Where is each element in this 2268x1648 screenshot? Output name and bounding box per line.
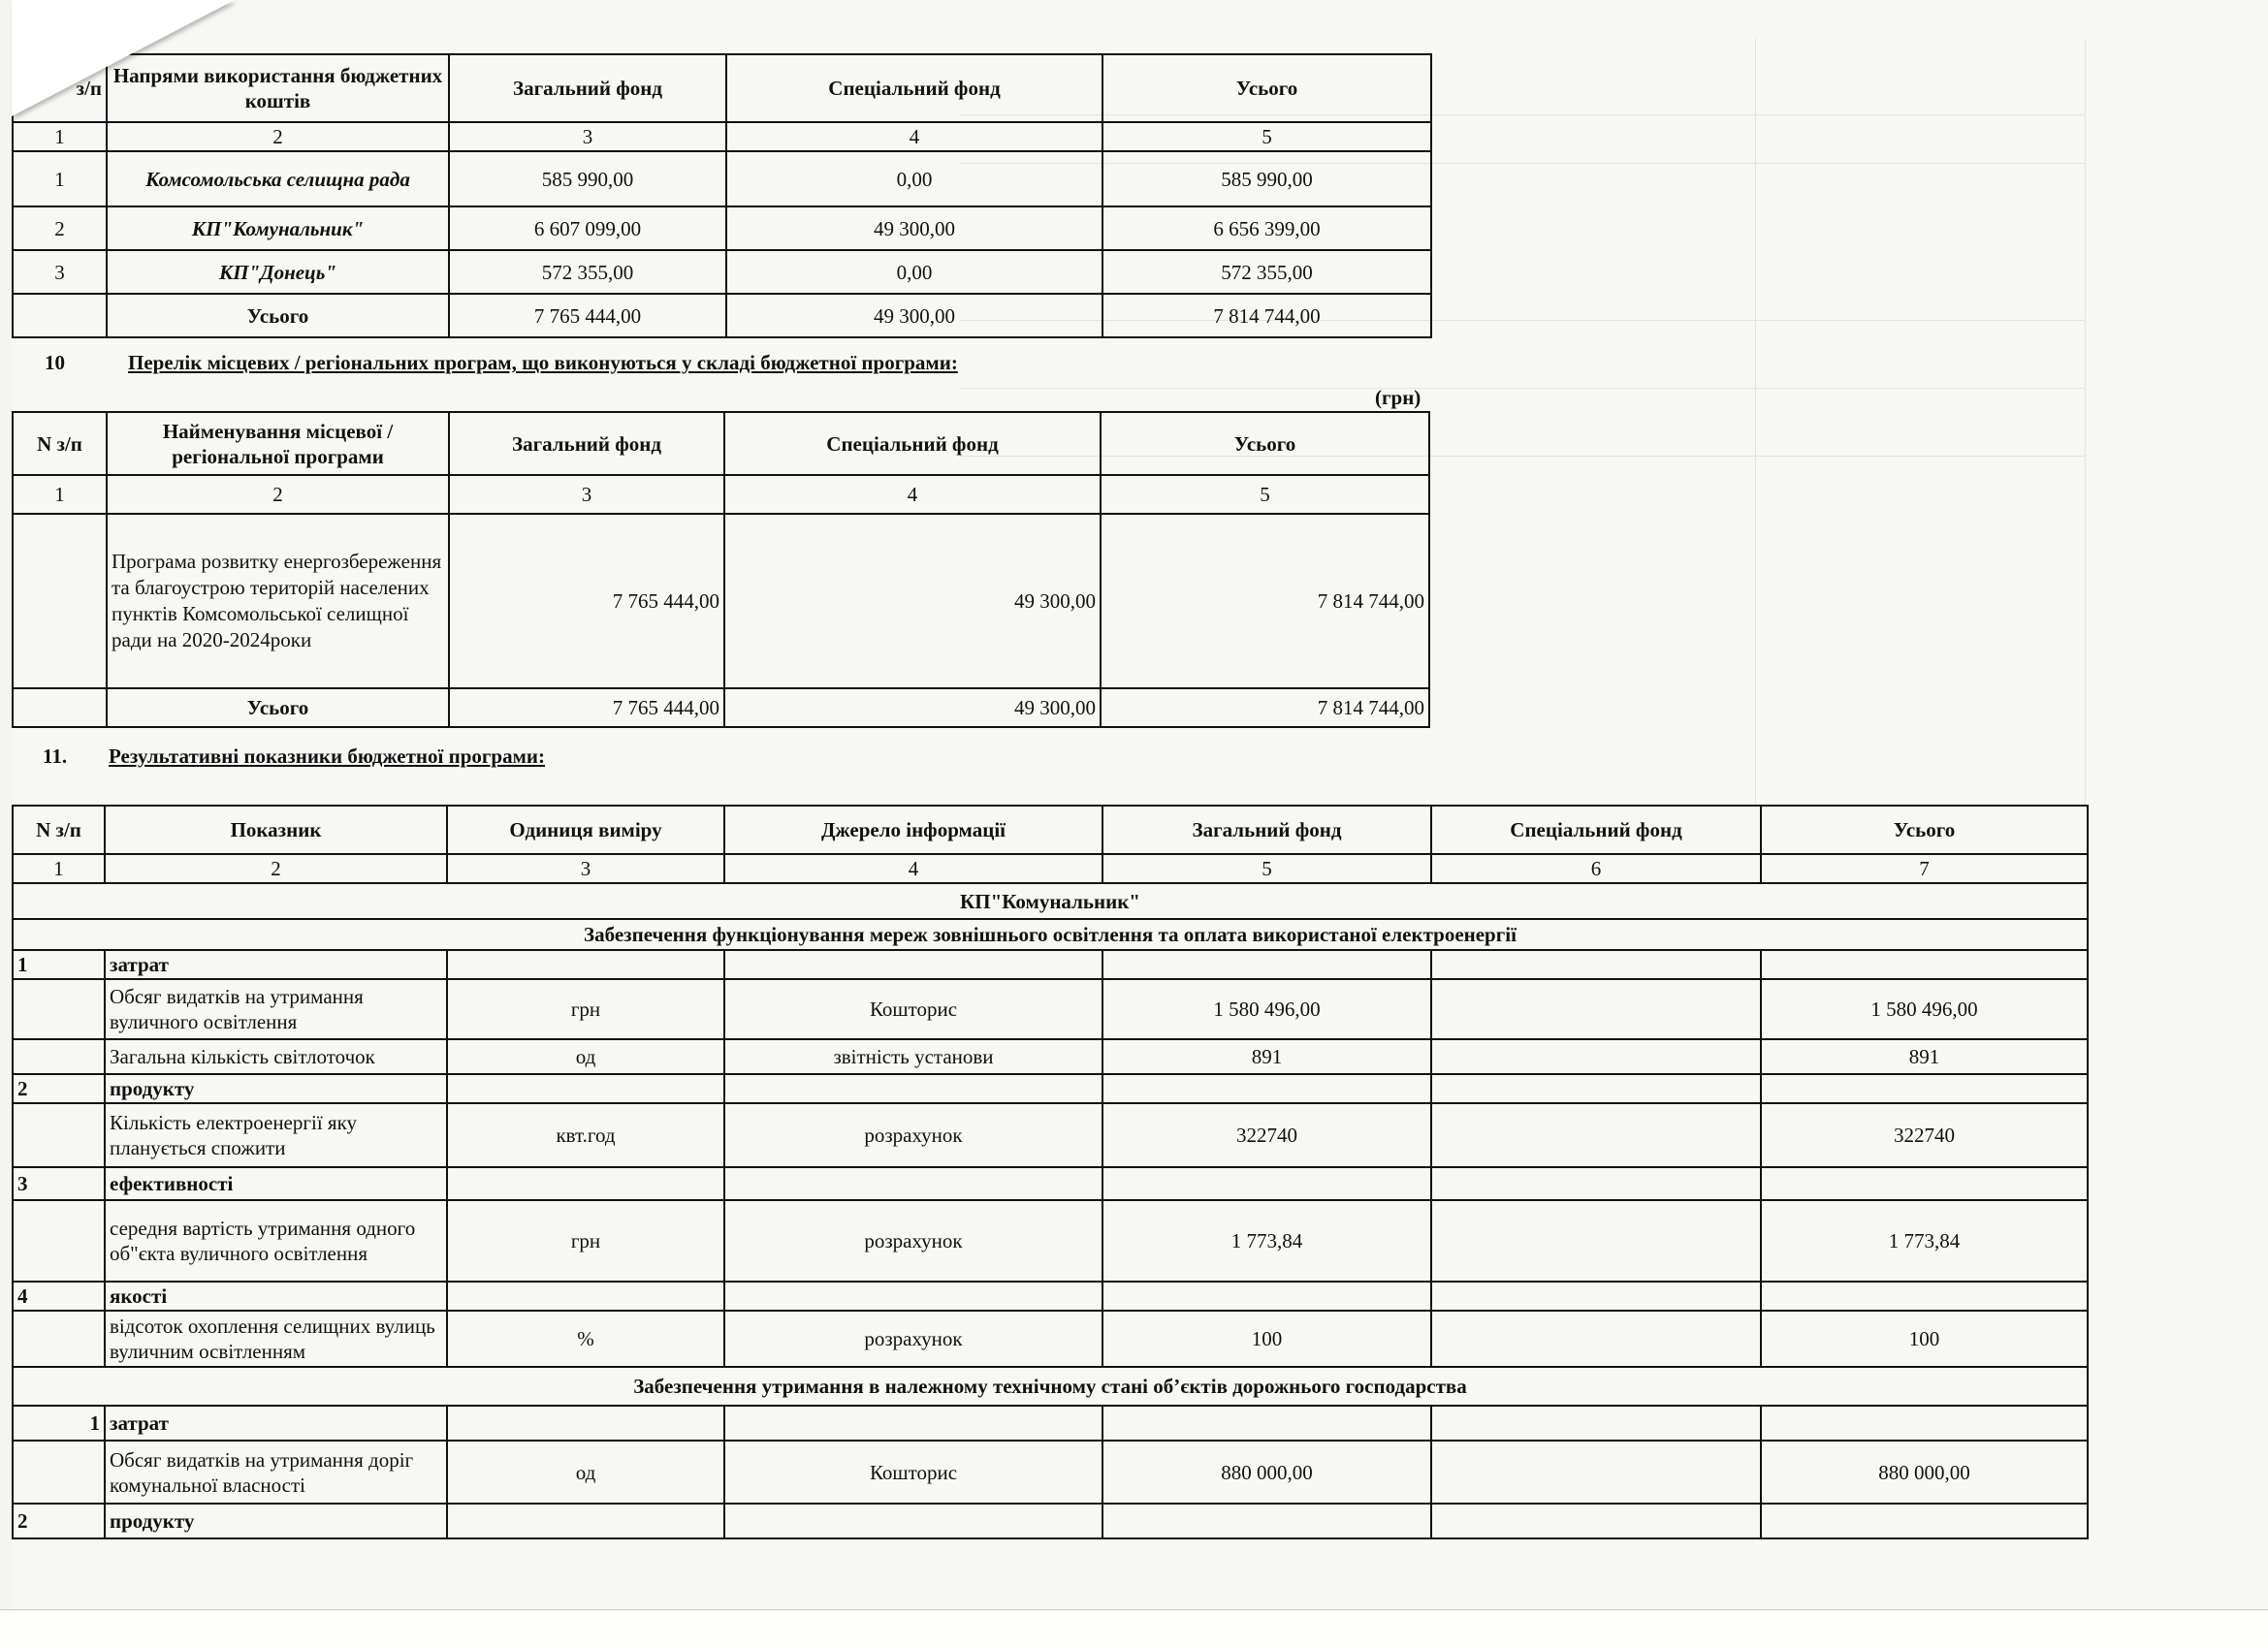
table-row — [13, 1441, 2088, 1504]
column-number: 7 — [1761, 854, 2088, 883]
header-cell: Усього — [1761, 806, 2088, 854]
indicator-name: Кількість електроенергії яку планується спожити — [105, 1103, 447, 1167]
column-number: 3 — [449, 122, 726, 151]
table-row — [13, 206, 1431, 250]
empty-cell — [447, 1504, 724, 1538]
column-number: 1 — [13, 122, 107, 151]
indicator-name: Загальна кількість світлоточок — [105, 1039, 447, 1074]
column-number-row — [13, 122, 1431, 151]
table-row — [13, 1039, 2088, 1074]
unit-label: (грн) — [1375, 386, 1421, 409]
empty-cell — [13, 688, 107, 727]
header-cell: Усього — [1102, 54, 1431, 122]
empty-cell — [1761, 1504, 2088, 1538]
bleed-through-line — [1755, 39, 1756, 805]
indicator-source: звітність установи — [724, 1039, 1102, 1074]
indicator-unit: грн — [447, 979, 724, 1039]
header-cell: N з/п — [13, 806, 105, 854]
special-fund — [1431, 1311, 1761, 1367]
empty-cell — [724, 1406, 1102, 1441]
header-cell: Загальний фонд — [449, 54, 726, 122]
empty-cell — [1102, 1167, 1431, 1200]
empty-cell — [1431, 1406, 1761, 1441]
header-cell: Показник — [105, 806, 447, 854]
column-number-row — [13, 854, 2088, 883]
column-number: 3 — [447, 854, 724, 883]
special-fund — [1431, 979, 1761, 1039]
row-number: 2 — [13, 206, 107, 250]
column-number: 2 — [105, 854, 447, 883]
section-number: 11. — [43, 745, 68, 768]
column-number: 3 — [449, 475, 724, 514]
direction-name: Комсомольська селищна рада — [107, 151, 449, 206]
empty-cell — [447, 1167, 724, 1200]
general-fund: 1 580 496,00 — [1102, 979, 1431, 1039]
empty-cell — [1761, 1406, 2088, 1441]
total: 1 580 496,00 — [1761, 979, 2088, 1039]
empty-cell — [13, 1441, 105, 1504]
group-number: 1 — [13, 1406, 105, 1441]
empty-cell — [447, 950, 724, 979]
table-row — [13, 151, 1431, 206]
column-number: 4 — [726, 122, 1102, 151]
empty-cell — [13, 1103, 105, 1167]
empty-cell — [724, 1074, 1102, 1103]
empty-cell — [724, 950, 1102, 979]
header-cell: Спеціальний фонд — [724, 412, 1101, 475]
group-label: затрат — [105, 950, 447, 979]
table-row — [13, 1311, 2088, 1367]
group-row — [13, 1282, 2088, 1311]
column-number: 1 — [13, 475, 107, 514]
bleed-through-line — [960, 388, 2085, 389]
general-fund: 1 773,84 — [1102, 1200, 1431, 1282]
task-title: Забезпечення утримання в належному технічному стані об’єктів дорожнього господарства — [13, 1367, 2088, 1406]
empty-cell — [447, 1406, 724, 1441]
total-row — [13, 688, 1429, 727]
empty-cell — [1102, 1074, 1431, 1103]
column-number: 2 — [107, 122, 449, 151]
total: 100 — [1761, 1311, 2088, 1367]
group-label: продукту — [105, 1074, 447, 1103]
indicator-unit: од — [447, 1441, 724, 1504]
column-number: 2 — [107, 475, 449, 514]
column-number: 4 — [724, 475, 1101, 514]
special-fund: 0,00 — [726, 151, 1102, 206]
special-fund: 49 300,00 — [724, 514, 1101, 688]
special-fund — [1431, 1441, 1761, 1504]
direction-name: КП"Комунальник" — [107, 206, 449, 250]
row-number — [13, 514, 107, 688]
column-number-row — [13, 475, 1429, 514]
total-label: Усього — [107, 688, 449, 727]
total: 572 355,00 — [1102, 250, 1431, 294]
header-cell: Усього — [1101, 412, 1429, 475]
special-fund: 0,00 — [726, 250, 1102, 294]
header-cell: Загальний фонд — [449, 412, 724, 475]
empty-cell — [447, 1282, 724, 1311]
empty-cell — [1761, 950, 2088, 979]
task-title: Забезпечення функціонування мереж зовнішнього освітлення та оплата використаної електроенергії — [13, 919, 2088, 950]
special-fund-total: 49 300,00 — [726, 294, 1102, 337]
empty-cell — [724, 1504, 1102, 1538]
column-number: 5 — [1101, 475, 1429, 514]
indicator-source: Кошторис — [724, 979, 1102, 1039]
empty-cell — [1102, 1282, 1431, 1311]
header-cell: Загальний фонд — [1102, 806, 1431, 854]
header-cell: з/п — [13, 54, 107, 122]
total: 891 — [1761, 1039, 2088, 1074]
empty-cell — [1761, 1282, 2088, 1311]
header-cell: Джерело інформації — [724, 806, 1102, 854]
column-number: 6 — [1431, 854, 1761, 883]
empty-cell — [13, 1039, 105, 1074]
empty-cell — [724, 1167, 1102, 1200]
grand-total: 7 814 744,00 — [1102, 294, 1431, 337]
table-local-programs — [12, 411, 1430, 728]
empty-cell — [1431, 1504, 1761, 1538]
empty-cell — [447, 1074, 724, 1103]
special-fund — [1431, 1039, 1761, 1074]
table-row — [13, 514, 1429, 688]
table-header-row — [13, 412, 1429, 475]
empty-cell — [13, 1200, 105, 1282]
header-cell: Напрями використання бюджетних коштів — [107, 54, 449, 122]
indicator-name: середня вартість утримання одного об"єкта вуличного освітлення — [105, 1200, 447, 1282]
column-number: 5 — [1102, 122, 1431, 151]
bleed-through-line — [2085, 39, 2086, 805]
indicator-source: розрахунок — [724, 1311, 1102, 1367]
general-fund: 891 — [1102, 1039, 1431, 1074]
special-fund: 49 300,00 — [726, 206, 1102, 250]
header-cell: Найменування місцевої / регіональної програми — [107, 412, 449, 475]
group-number: 3 — [13, 1167, 105, 1200]
special-fund-total: 49 300,00 — [724, 688, 1101, 727]
empty-cell — [1431, 950, 1761, 979]
indicator-unit: квт.год — [447, 1103, 724, 1167]
group-number: 2 — [13, 1074, 105, 1103]
empty-cell — [1431, 1074, 1761, 1103]
indicator-name: відсоток охоплення селищних вулиць вуличним освітленням — [105, 1311, 447, 1367]
empty-cell — [724, 1282, 1102, 1311]
header-cell: Спеціальний фонд — [1431, 806, 1761, 854]
general-fund-total: 7 765 444,00 — [449, 688, 724, 727]
task-row — [13, 1367, 2088, 1406]
empty-cell — [1102, 1504, 1431, 1538]
group-row — [13, 1406, 2088, 1441]
empty-cell — [13, 979, 105, 1039]
row-number: 1 — [13, 151, 107, 206]
general-fund: 100 — [1102, 1311, 1431, 1367]
group-row — [13, 1167, 2088, 1200]
group-number: 4 — [13, 1282, 105, 1311]
direction-name: КП"Донець" — [107, 250, 449, 294]
general-fund: 6 607 099,00 — [449, 206, 726, 250]
empty-cell — [1102, 950, 1431, 979]
total: 585 990,00 — [1102, 151, 1431, 206]
indicator-source: Кошторис — [724, 1441, 1102, 1504]
row-number: 3 — [13, 250, 107, 294]
group-label: продукту — [105, 1504, 447, 1538]
column-number: 5 — [1102, 854, 1431, 883]
general-fund-total: 7 765 444,00 — [449, 294, 726, 337]
indicator-source: розрахунок — [724, 1103, 1102, 1167]
total: 1 773,84 — [1761, 1200, 2088, 1282]
special-fund — [1431, 1103, 1761, 1167]
total: 880 000,00 — [1761, 1441, 2088, 1504]
table-performance-indicators — [12, 805, 2089, 1539]
general-fund: 585 990,00 — [449, 151, 726, 206]
group-label: якості — [105, 1282, 447, 1311]
section-number: 10 — [45, 351, 65, 374]
total-row — [13, 294, 1431, 337]
indicator-unit: грн — [447, 1200, 724, 1282]
section-11-caption — [43, 745, 545, 769]
total-label: Усього — [107, 294, 449, 337]
empty-cell — [1431, 1167, 1761, 1200]
empty-cell — [1431, 1282, 1761, 1311]
column-number: 1 — [13, 854, 105, 883]
empty-cell — [1102, 1406, 1431, 1441]
indicator-unit: % — [447, 1311, 724, 1367]
task-row — [13, 919, 2088, 950]
section-title: Перелік місцевих / регіональних програм, що виконуються у складі бюджетної програми: — [128, 351, 958, 374]
grand-total: 7 814 744,00 — [1101, 688, 1429, 727]
table-row — [13, 1200, 2088, 1282]
column-number: 4 — [724, 854, 1102, 883]
indicator-source: розрахунок — [724, 1200, 1102, 1282]
empty-cell — [13, 1311, 105, 1367]
total: 6 656 399,00 — [1102, 206, 1431, 250]
group-label: ефективності — [105, 1167, 447, 1200]
total: 7 814 744,00 — [1101, 514, 1429, 688]
section-10-caption — [45, 351, 958, 375]
group-label: затрат — [105, 1406, 447, 1441]
organization-name: КП"Комунальник" — [13, 883, 2088, 919]
group-number: 1 — [13, 950, 105, 979]
total: 322740 — [1761, 1103, 2088, 1167]
header-cell: Спеціальний фонд — [726, 54, 1102, 122]
group-row — [13, 1074, 2088, 1103]
indicator-unit: од — [447, 1039, 724, 1074]
empty-cell — [1761, 1167, 2088, 1200]
empty-cell — [13, 294, 107, 337]
general-fund: 7 765 444,00 — [449, 514, 724, 688]
table-header-row — [13, 806, 2088, 854]
group-number: 2 — [13, 1504, 105, 1538]
scanner-bottom-margin — [0, 1609, 2268, 1648]
general-fund: 880 000,00 — [1102, 1441, 1431, 1504]
organization-row — [13, 883, 2088, 919]
group-row — [13, 950, 2088, 979]
special-fund — [1431, 1200, 1761, 1282]
empty-cell — [1761, 1074, 2088, 1103]
header-cell: Одиниця виміру — [447, 806, 724, 854]
program-name: Програма розвитку енергозбереження та благоустрою територій населених пунктів Комсомольської селищної ради на 2020-2024роки — [107, 514, 449, 688]
header-cell: N з/п — [13, 412, 107, 475]
table-row — [13, 250, 1431, 294]
table-row — [13, 1103, 2088, 1167]
general-fund: 322740 — [1102, 1103, 1431, 1167]
table-row — [13, 979, 2088, 1039]
indicator-name: Обсяг видатків на утримання вуличного освітлення — [105, 979, 447, 1039]
group-row — [13, 1504, 2088, 1538]
folded-corner — [12, 0, 235, 116]
indicator-name: Обсяг видатків на утримання доріг комунальної власності — [105, 1441, 447, 1504]
general-fund: 572 355,00 — [449, 250, 726, 294]
section-title: Результативні показники бюджетної програми: — [109, 745, 546, 768]
